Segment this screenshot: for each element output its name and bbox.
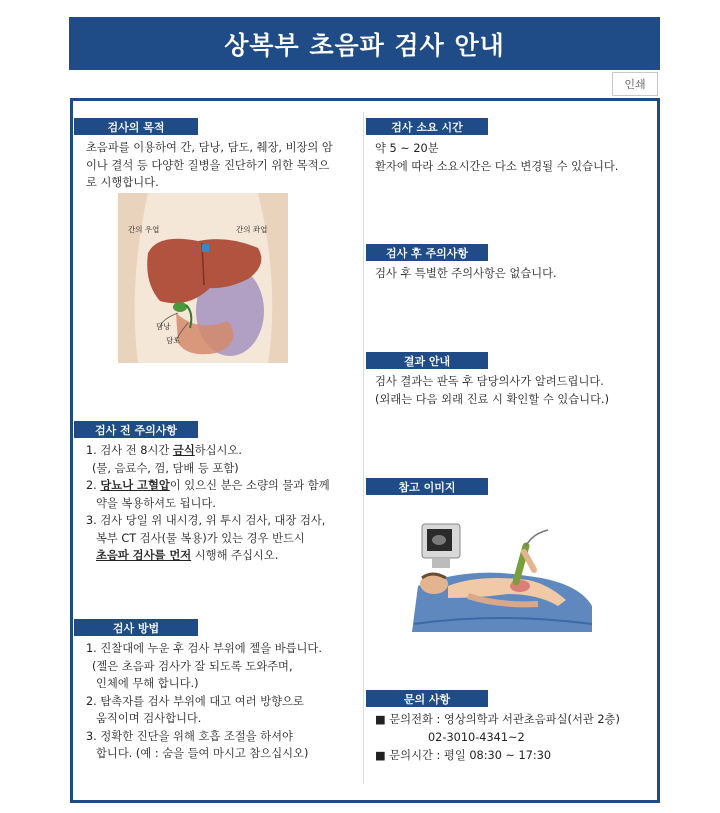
emph-fasting: 금식 xyxy=(172,444,195,457)
section-heading-post-exam: 검사 후 주의사항 xyxy=(366,244,488,261)
method-list xyxy=(86,640,322,763)
vessel-shape xyxy=(202,244,209,252)
print-button[interactable]: 인쇄 xyxy=(612,72,658,96)
section-heading-reference: 참고 이미지 xyxy=(366,478,488,495)
label-gallbladder: 담낭 xyxy=(156,322,171,331)
section-heading-results: 결과 안내 xyxy=(366,352,488,369)
emph-diabetes: 당뇨나 고혈압 xyxy=(100,479,170,492)
emph-ultrasound-first: 초음파 검사를 먼저 xyxy=(96,549,192,562)
purpose-line-1: 초음파를 이용하여 간, 담낭, 담도, 췌장, 비장의 암 xyxy=(86,141,333,154)
purpose-line-3: 로 시행합니다. xyxy=(86,176,159,189)
method-line-3: 인체에 무해 합니다.) xyxy=(96,677,199,690)
section-heading-pre-exam: 검사 전 주의사항 xyxy=(74,421,198,438)
section-heading-purpose: 검사의 목적 xyxy=(74,118,198,135)
ultrasound-exam-illustration xyxy=(408,516,594,632)
results-line-1: 검사 결과는 판독 후 담당의사가 알려드립니다. xyxy=(375,375,604,388)
method-line-4: 2. 탐촉자를 검사 부위에 대고 여러 방향으로 xyxy=(86,694,304,708)
results-line-2: (외래는 다음 외래 진료 시 확인할 수 있습니다.) xyxy=(375,393,609,406)
liver-anatomy-illustration xyxy=(118,193,288,363)
contact-hours-line: ■ 문의시간 : 평일 08:30 ~ 17:30 xyxy=(375,749,552,762)
purpose-line-2: 이나 결석 등 다양한 질병을 진단하기 위한 목적으 xyxy=(86,158,330,172)
pre-exam-list xyxy=(86,442,330,565)
pre-exam-item-3-line2: 복부 CT 검사(물 복용)가 있는 경우 반드시 xyxy=(96,531,305,545)
method-line-1: 1. 진찰대에 누운 후 검사 부위에 젤을 바릅니다. xyxy=(86,642,322,655)
pre-exam-item-1-sub: (물, 음료수, 껌, 담배 등 포함) xyxy=(92,461,239,475)
pre-exam-item-2-sub: 약을 복용하셔도 됩니다. xyxy=(96,496,216,510)
pre-exam-item-2: 2. 당뇨나 고혈압이 있으신 분은 소량의 물과 함께 xyxy=(86,479,330,492)
section-heading-method: 검사 방법 xyxy=(74,619,198,636)
label-right-lobe: 간의 우엽 xyxy=(128,225,160,234)
pre-exam-item-1: 1. 검사 전 8시간 금식하십시오. xyxy=(86,444,242,457)
page-title: 상복부 초음파 검사 안내 xyxy=(224,30,505,60)
duration-line-1: 약 5 ~ 20분 xyxy=(375,142,439,155)
method-line-7: 합니다. (예 : 숨을 들여 마시고 참으십시오) xyxy=(96,747,309,760)
pre-exam-item-3-line3: 초음파 검사를 먼저 시행해 주십시오. xyxy=(96,549,279,562)
contact-phone-line: ■ 문의전화 : 영상의학과 서관초음파실(서관 2층) xyxy=(375,713,620,726)
label-left-lobe: 간의 좌엽 xyxy=(236,225,268,234)
duration-line-2: 환자에 따라 소요시간은 다소 변경될 수 있습니다. xyxy=(375,160,619,173)
column-divider xyxy=(363,112,364,784)
section-heading-contact: 문의 사항 xyxy=(366,690,488,707)
contact-phone-number: 02-3010-4341~2 xyxy=(428,731,525,744)
method-line-5: 움직이며 검사합니다. xyxy=(96,712,202,725)
post-exam-text: 검사 후 특별한 주의사항은 없습니다. xyxy=(375,267,557,280)
pre-exam-item-3-line1: 3. 검사 당일 위 내시경, 위 투시 검사, 대장 검사, xyxy=(86,514,326,527)
method-line-2: (젤은 초음파 검사가 잘 되도록 도와주며, xyxy=(92,659,293,673)
page-title-bar xyxy=(69,17,660,70)
label-bile-duct: 담도 xyxy=(166,336,181,345)
section-heading-duration: 검사 소요 시간 xyxy=(366,118,488,135)
gallbladder-shape xyxy=(173,302,187,312)
method-line-6: 3. 정확한 진단을 위해 호흡 조절을 하셔야 xyxy=(86,729,293,743)
